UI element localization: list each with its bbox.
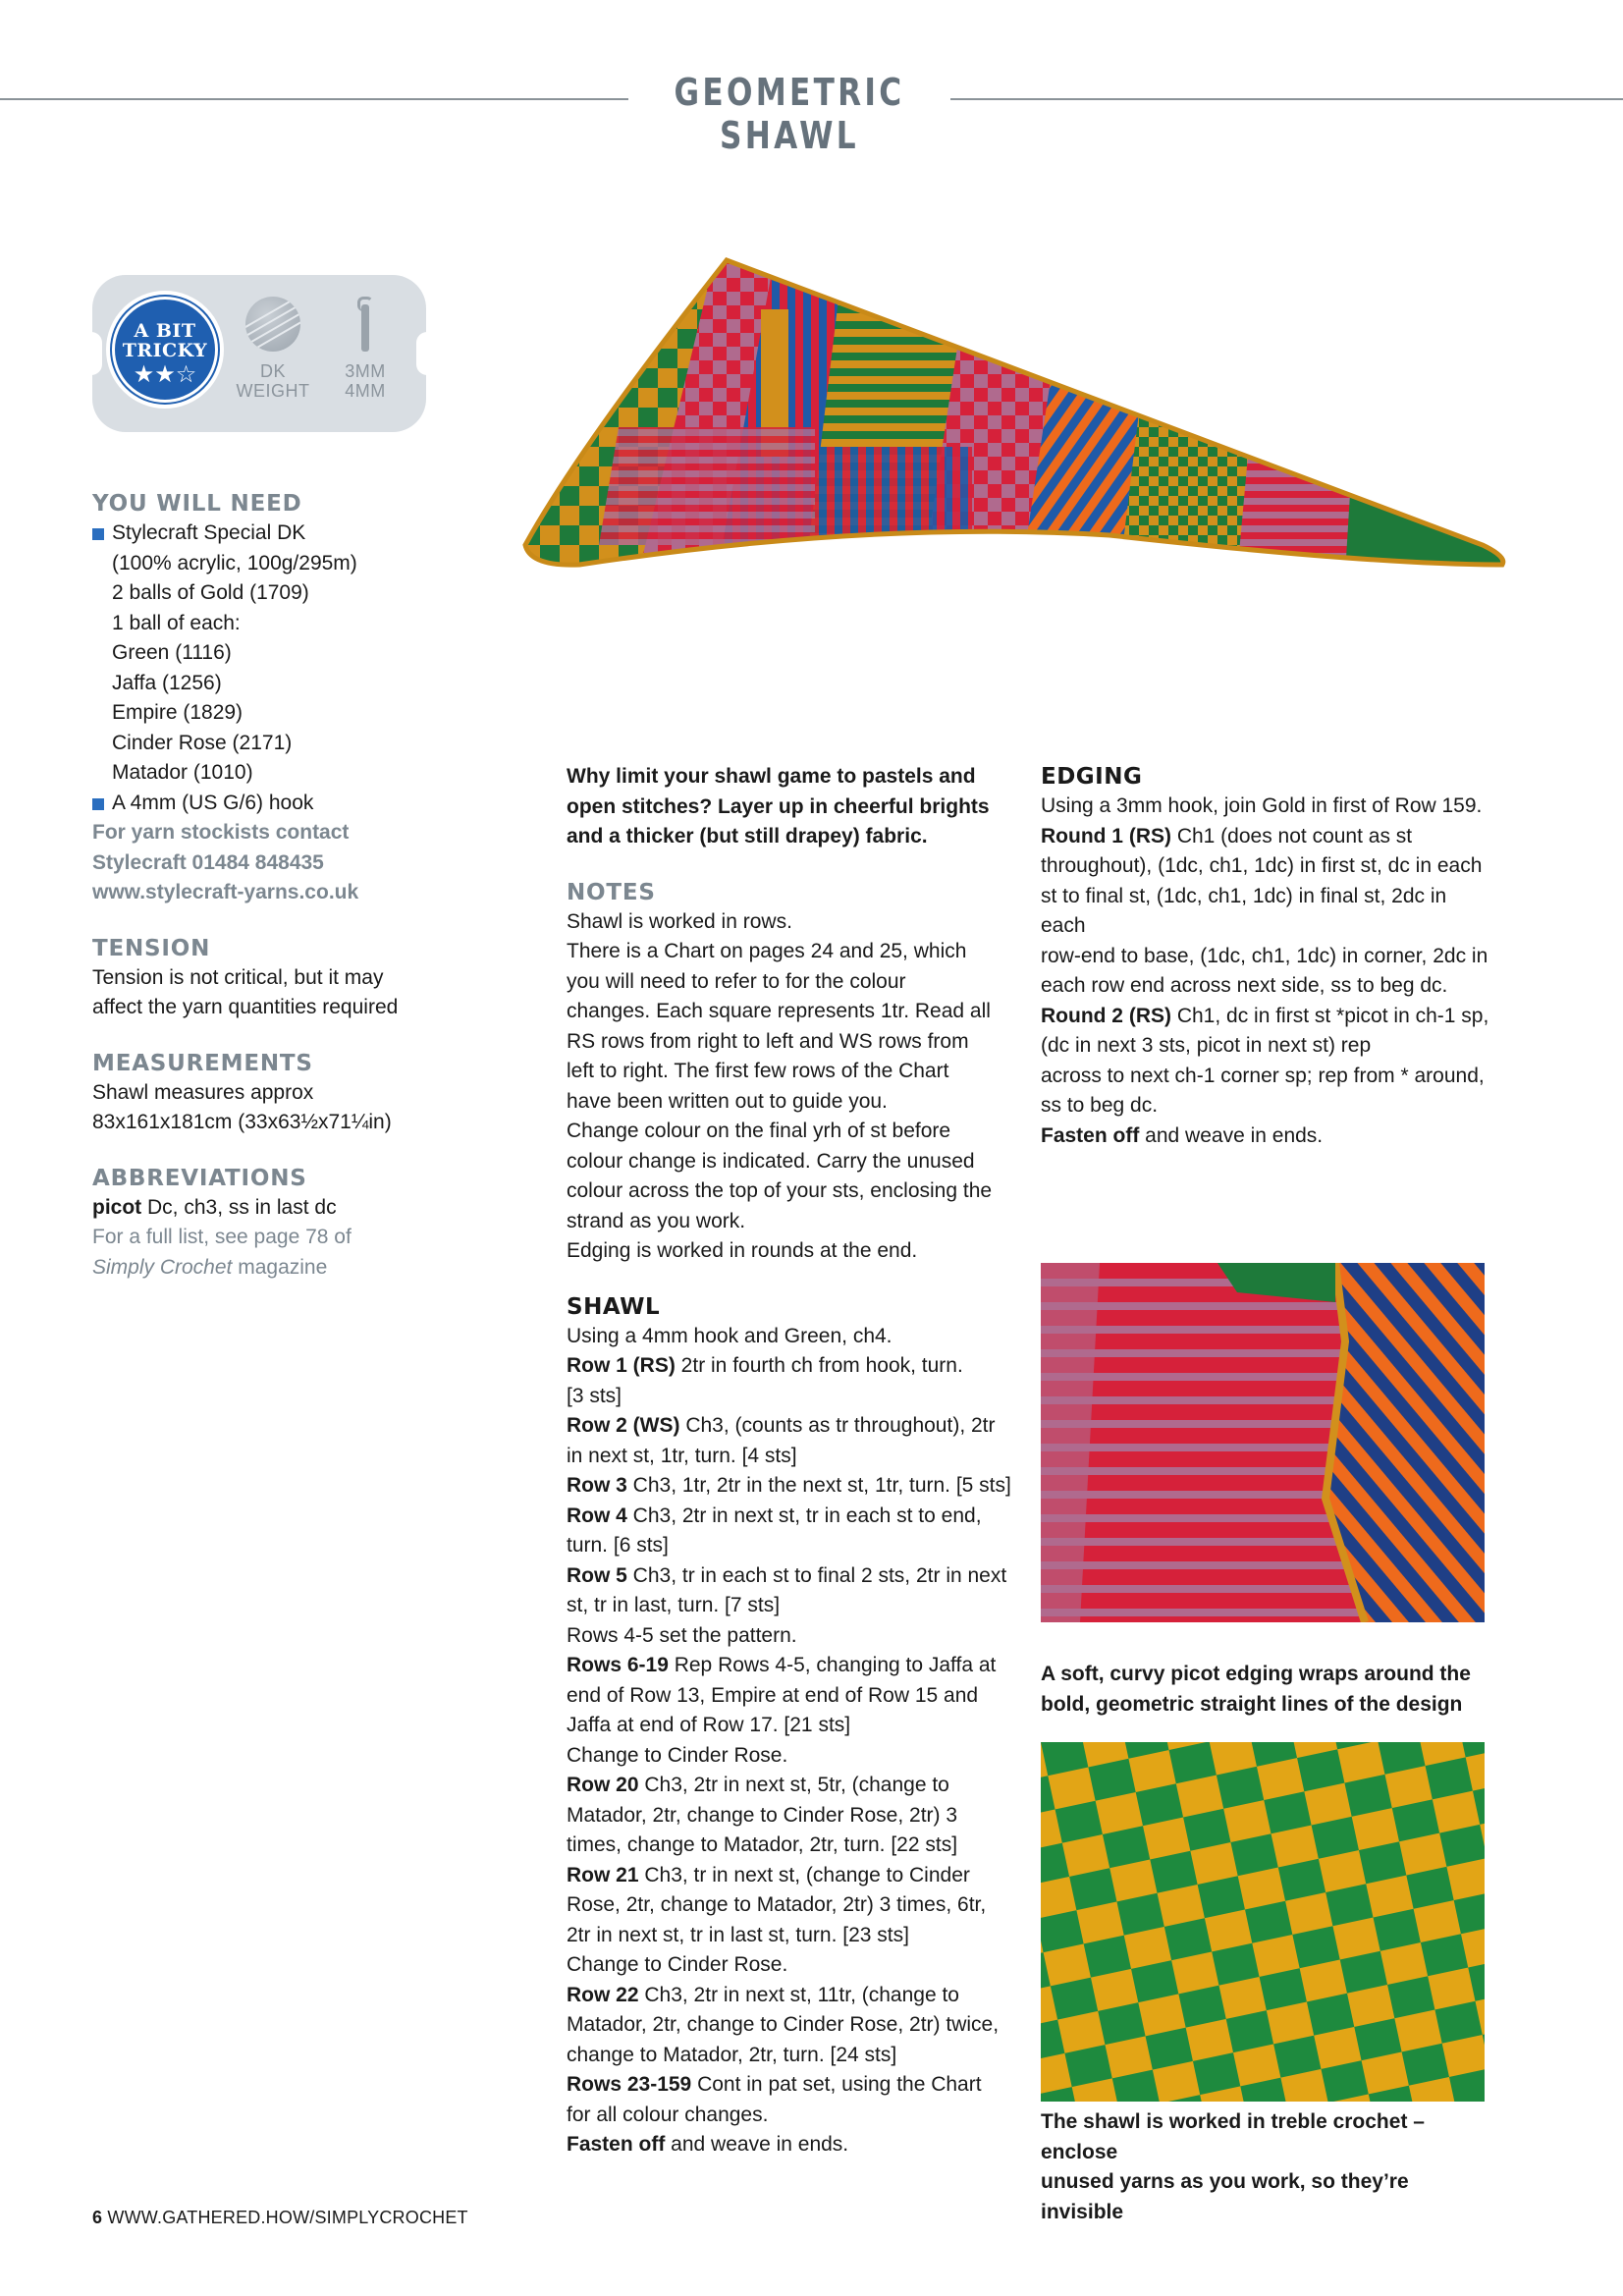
- yarn-detail: Jaffa (1256): [112, 671, 222, 694]
- yarn-detail: Cinder Rose (2171): [112, 731, 293, 754]
- page-number: 6: [92, 2208, 103, 2227]
- edging-round: ss to beg dc.: [1041, 1094, 1159, 1117]
- page-footer: [92, 2208, 468, 2228]
- shawl-row: Row 22 Ch3, 2tr in next st, 11tr, (change to: [567, 1983, 959, 2006]
- shawl-row: Row 5 Ch3, tr in each st to final 2 sts, 2tr in next: [567, 1563, 1007, 1587]
- intro-text: Why limit your shawl game to pastels and: [567, 765, 976, 788]
- shawl-row-label: Rows 23-159: [567, 2073, 692, 2096]
- shawl-row-label: Row 5: [567, 1563, 627, 1587]
- shawl-row-label: Row 3: [567, 1474, 627, 1497]
- measurements-text: Shawl measures approx: [92, 1080, 314, 1104]
- edging-round-label: Round 2 (RS): [1041, 1004, 1171, 1027]
- notes-line: changes. Each square represents 1tr. Read all: [567, 1000, 991, 1022]
- yarn-detail: Matador (1010): [112, 761, 253, 784]
- abbreviations-note: For a full list, see page 78 of: [92, 1226, 352, 1248]
- notes-line: have been written out to guide you.: [567, 1089, 888, 1113]
- abbreviations-note-2: Simply Crochet magazine: [92, 1255, 328, 1279]
- shawl-row: times, change to Matador, 2tr, turn. [22 sts]: [567, 1833, 958, 1856]
- shawl-row: Row 4 Ch3, 2tr in next st, tr in each st to end,: [567, 1503, 982, 1527]
- shawl-row-label: Row 20: [567, 1774, 639, 1796]
- shawl-row: Rows 23-159 Cont in pat set, using the Chart: [567, 2073, 982, 2096]
- shawl-row: Matador, 2tr, change to Cinder Rose, 2tr) twice,: [567, 2013, 1000, 2036]
- left-column: [92, 489, 446, 1283]
- tension-text: Tension is not critical, but it may: [92, 965, 384, 989]
- hook-size-line2: 4MM: [345, 381, 386, 401]
- yarn-detail: (100% acrylic, 100g/295m): [112, 551, 357, 574]
- edging-round: row-end to base, (1dc, ch1, 1dc) in corner, 2dc in: [1041, 944, 1488, 967]
- notes-line: Change colour on the final yrh of st before: [567, 1120, 951, 1142]
- shawl-instructions: [567, 1322, 1013, 2160]
- crochet-hook-icon: [357, 297, 373, 352]
- notes-line: There is a Chart on pages 24 and 25, which: [567, 940, 967, 962]
- shawl-row-label: Row 2 (WS): [567, 1414, 680, 1437]
- photo-caption-1: A soft, curvy picot edging wraps around the bold, geometric straight lines of the design: [1041, 1663, 1471, 1716]
- shawl-photo: [520, 250, 1527, 717]
- shawl-row: Fasten off and weave in ends.: [567, 2133, 849, 2156]
- difficulty-badge: [92, 275, 426, 432]
- edging-round: Fasten off and weave in ends.: [1041, 1123, 1324, 1147]
- shawl-row: Row 1 (RS) 2tr in fourth ch from hook, turn.: [567, 1354, 963, 1377]
- intro-text: and a thicker (but still drapey) fabric.: [567, 825, 928, 847]
- shawl-row: [3 sts]: [567, 1384, 622, 1407]
- shawl-row-label: Fasten off: [567, 2133, 666, 2156]
- edging-round: Round 1 (RS) Ch1 (does not count as st: [1041, 824, 1413, 847]
- right-column: [1041, 762, 1492, 1151]
- yarn-weight-line1: DK: [259, 361, 286, 381]
- yarn-weight: [234, 297, 312, 401]
- tension-text: affect the yarn quantities required: [92, 996, 399, 1018]
- notes-line: colour across the top of your sts, enclosing the: [567, 1179, 993, 1202]
- edging-instructions: [1041, 792, 1492, 1151]
- edging-round-label: Round 1 (RS): [1041, 824, 1171, 847]
- yarn-detail: Empire (1829): [112, 701, 243, 724]
- edging-round: (dc in next 3 sts, picot in next st) rep: [1041, 1034, 1372, 1057]
- middle-column: [567, 762, 1013, 2160]
- edging-round: Using a 3mm hook, join Gold in first of Row 159.: [1041, 794, 1483, 817]
- shawl-row: Rows 6-19 Rep Rows 4-5, changing to Jaffa at: [567, 1654, 997, 1676]
- edging-round: throughout), (1dc, ch1, 1dc) in first st, dc in each: [1041, 854, 1483, 877]
- footer-url[interactable]: WWW.GATHERED.HOW/SIMPLYCROCHET: [107, 2208, 468, 2227]
- edging-round: across to next ch-1 corner sp; rep from * around,: [1041, 1064, 1485, 1087]
- skill-level-line1: A BIT: [134, 320, 196, 342]
- shawl-row-label: Rows 6-19: [567, 1654, 669, 1676]
- abbreviations-heading: ABBREVIATIONS: [92, 1165, 307, 1191]
- yarn-weight-line2: WEIGHT: [236, 381, 310, 401]
- skill-level-icon: [106, 291, 224, 409]
- treble-crochet-photo: [1041, 1742, 1485, 2102]
- measurements-heading: MEASUREMENTS: [92, 1050, 313, 1076]
- shawl-row: Using a 4mm hook and Green, ch4.: [567, 1324, 893, 1347]
- abbreviation-picot: [92, 1193, 446, 1224]
- edging-round: Round 2 (RS) Ch1, dc in first st *picot in ch-1 sp,: [1041, 1004, 1489, 1027]
- stockist-url[interactable]: www.stylecraft-yarns.co.uk: [92, 881, 359, 903]
- photo-caption-2: The shawl is worked in treble crochet – enclose unused yarns as you work, so they’re invisible: [1041, 2110, 1425, 2223]
- shawl-row: Row 2 (WS) Ch3, (counts as tr throughout), 2tr: [567, 1414, 996, 1437]
- shawl-row: 2tr in next st, tr in last st, turn. [23 sts]: [567, 1923, 909, 1946]
- stockist-phone: Stylecraft 01484 848435: [92, 850, 324, 874]
- picot-edging-photo: [1041, 1263, 1485, 1622]
- yarn-detail: Green (1116): [112, 641, 232, 664]
- yarn-detail: 2 balls of Gold (1709): [112, 581, 309, 604]
- shawl-row: Matador, 2tr, change to Cinder Rose, 2tr) 3: [567, 1803, 958, 1827]
- shawl-row: turn. [6 sts]: [567, 1534, 669, 1557]
- edging-round-label: Fasten off: [1041, 1123, 1140, 1147]
- shawl-row-label: Row 22: [567, 1983, 639, 2006]
- yarn-detail: 1 ball of each:: [112, 611, 241, 634]
- shawl-row: in next st, 1tr, turn. [4 sts]: [567, 1444, 797, 1467]
- shawl-row-label: Row 4: [567, 1503, 627, 1527]
- notes-line: Edging is worked in rounds at the end.: [567, 1239, 918, 1262]
- edging-heading: EDGING: [1041, 764, 1143, 790]
- notes-line: Shawl is worked in rows.: [567, 909, 792, 933]
- shawl-row-label: Row 21: [567, 1863, 639, 1886]
- shawl-row: Change to Cinder Rose.: [567, 1953, 788, 1976]
- header-rule-right: [950, 98, 1623, 100]
- shawl-row: Row 20 Ch3, 2tr in next st, 5tr, (change to: [567, 1774, 949, 1796]
- you-will-need-heading: YOU WILL NEED: [92, 491, 302, 517]
- hook-size-line1: 3MM: [345, 361, 386, 381]
- edging-round: each row end across next side, ss to beg dc.: [1041, 974, 1448, 997]
- notes-heading: NOTES: [567, 879, 656, 905]
- edging-round: st to final st, (1dc, ch1, 1dc) in final st, 2dc in each: [1041, 884, 1447, 937]
- yarn-ball-icon: [245, 297, 300, 352]
- shawl-row: for all colour changes.: [567, 2103, 769, 2126]
- page-title: GEOMETRIC SHAWL: [674, 71, 905, 157]
- skill-stars: ★★☆: [133, 361, 197, 388]
- hook-item: A 4mm (US G/6) hook: [92, 789, 446, 819]
- header-rule-left: [0, 98, 628, 100]
- notes-line: strand as you work.: [567, 1209, 746, 1232]
- stockist-line: For yarn stockists contact: [92, 821, 350, 844]
- shawl-row: end of Row 13, Empire at end of Row 15 and: [567, 1683, 979, 1707]
- skill-level-line2: TRICKY: [122, 340, 208, 361]
- abbreviation-term: picot: [92, 1195, 142, 1219]
- yarn-item: Stylecraft Special DK: [92, 519, 446, 549]
- shawl-row: Row 3 Ch3, 1tr, 2tr in the next st, 1tr, turn. [5 sts]: [567, 1474, 1011, 1497]
- shawl-row: change to Matador, 2tr, turn. [24 sts]: [567, 2043, 897, 2066]
- shawl-row: Change to Cinder Rose.: [567, 1743, 788, 1767]
- shawl-row: Rows 4-5 set the pattern.: [567, 1623, 797, 1647]
- abbreviation-definition: Dc, ch3, ss in last dc: [141, 1195, 337, 1219]
- notes-line: left to right. The first few rows of the Chart: [567, 1060, 949, 1082]
- notes-line: you will need to refer to for the colour: [567, 969, 906, 993]
- shawl-row: Row 21 Ch3, tr in next st, (change to Cinder: [567, 1863, 970, 1886]
- intro-text: open stitches? Layer up in cheerful brights: [567, 794, 990, 818]
- shawl-heading: SHAWL: [567, 1293, 661, 1320]
- notes-line: colour change is indicated. Carry the unused: [567, 1149, 975, 1173]
- notes-line: RS rows from right to left and WS rows from: [567, 1029, 969, 1053]
- hook-size: [326, 297, 405, 401]
- tension-heading: TENSION: [92, 935, 211, 961]
- shawl-row: Jaffa at end of Row 17. [21 sts]: [567, 1714, 851, 1736]
- shawl-row-label: Row 1 (RS): [567, 1354, 676, 1377]
- shawl-row: Rose, 2tr, change to Matador, 2tr) 3 times, 6tr,: [567, 1893, 987, 1916]
- magazine-title: Simply Crochet: [92, 1255, 233, 1279]
- measurements-text: 83x161x181cm (33x63½x71¼in): [92, 1111, 392, 1133]
- shawl-row: st, tr in last, turn. [7 sts]: [567, 1594, 781, 1616]
